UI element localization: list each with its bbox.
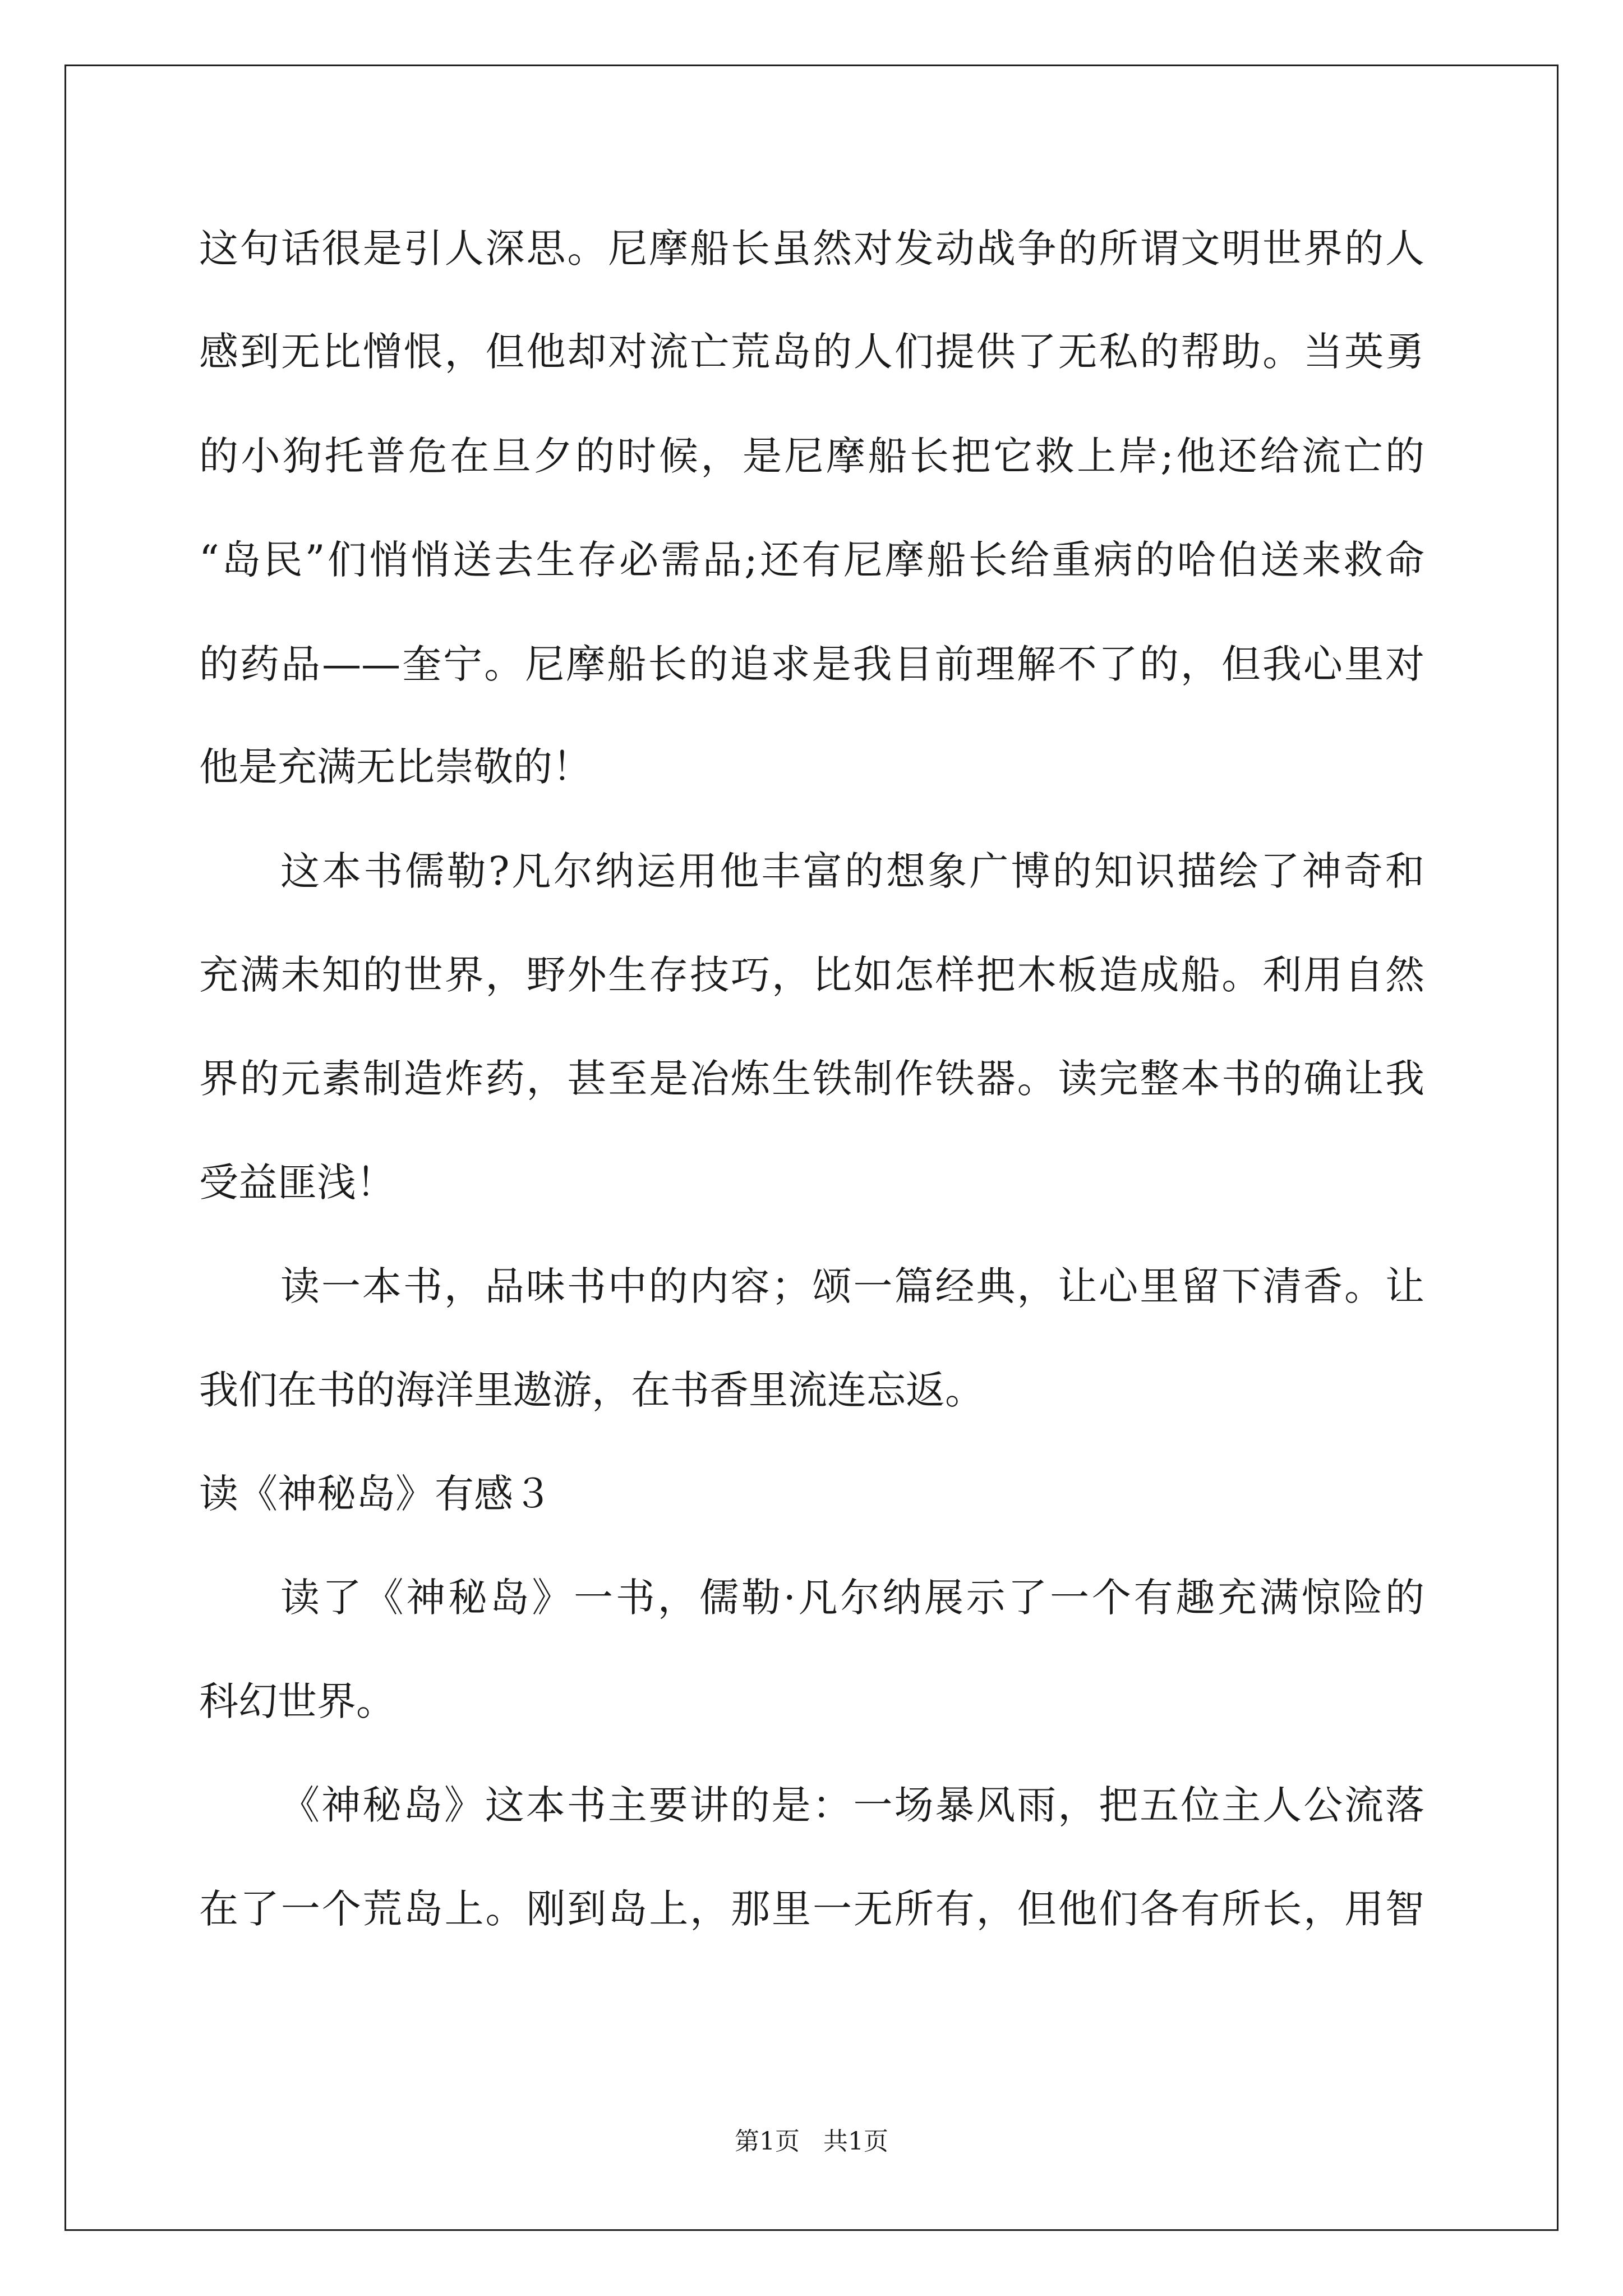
- paragraph-line: 的药品——奎宁。尼摩船长的追求是我目前理解不了的，但我心里对: [199, 641, 1424, 687]
- paragraph-line: 感到无比憎恨，但他却对流亡荒岛的人们提供了无私的帮助。当英勇: [199, 329, 1424, 375]
- paragraph-line: 科幻世界。: [199, 1678, 395, 1724]
- paragraph-line: 在了一个荒岛上。刚到岛上，那里一无所有，但他们各有所长，用智: [199, 1886, 1424, 1932]
- paragraph-line: 我们在书的海洋里遨游，在书香里流连忘返。: [199, 1367, 984, 1413]
- paragraph-line: “岛民”们悄悄送去生存必需品;还有尼摩船长给重病的哈伯送来救命: [199, 537, 1424, 583]
- paragraph-line: 的小狗托普危在旦夕的时候，是尼摩船长把它救上岸;他还给流亡的: [199, 433, 1424, 479]
- paragraph-line: 这本书儒勒?凡尔纳运用他丰富的想象广博的知识描绘了神奇和: [280, 848, 1424, 894]
- page-footer: 第1页 共1页: [735, 2127, 888, 2156]
- paragraph-line: 受益匪浅！: [199, 1159, 395, 1205]
- section-heading: 读《神秘岛》有感３: [199, 1471, 552, 1517]
- paragraph-line: 《神秘岛》这本书主要讲的是：一场暴风雨，把五位主人公流落: [280, 1782, 1424, 1828]
- paragraph-line: 读一本书，品味书中的内容；颂一篇经典，让心里留下清香。让: [280, 1263, 1424, 1309]
- paragraph-line: 界的元素制造炸药，甚至是冶炼生铁制作铁器。读完整本书的确让我: [199, 1056, 1424, 1102]
- paragraph-line: 读了《神秘岛》一书，儒勒·凡尔纳展示了一个有趣充满惊险的: [280, 1575, 1424, 1621]
- paragraph-line: 充满未知的世界，野外生存技巧，比如怎样把木板造成船。利用自然: [199, 952, 1424, 998]
- paragraph-line: 这句话很是引人深思。尼摩船长虽然对发动战争的所谓文明世界的人: [199, 226, 1424, 272]
- paragraph-line: 他是充满无比崇敬的！: [199, 744, 592, 790]
